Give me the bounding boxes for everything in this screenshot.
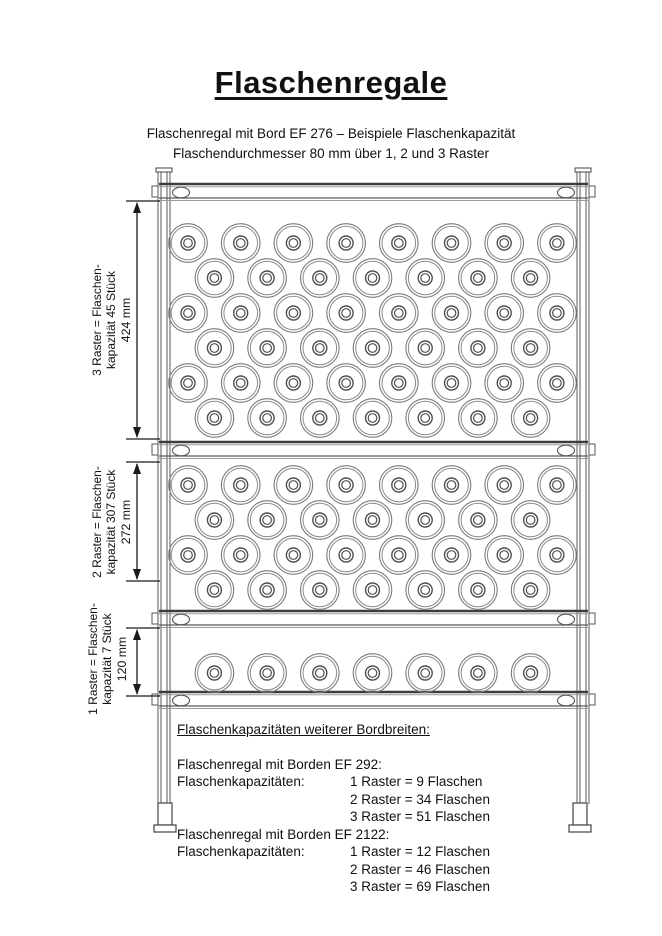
note-row — [177, 843, 607, 896]
section-2-dimension: 272 mm — [119, 499, 133, 545]
subtitle-line1: Flaschenregal mit Bord EF 276 – Beispiele Flaschenkapazität — [146, 126, 516, 141]
capacity-line: 3 Raster = 69 Flaschen — [350, 879, 490, 894]
section-2-raster-label — [90, 466, 133, 578]
note-block-title: Flaschenregal mit Borden EF 292: — [177, 756, 382, 772]
section-1-label-line2: kapazität 7 Stück — [100, 613, 114, 705]
note-row — [177, 773, 607, 826]
note-block-title: Flaschenregal mit Borden EF 2122: — [177, 826, 390, 842]
capacity-line: 2 Raster = 46 Flaschen — [350, 861, 490, 877]
section-2-label-line2: kapazität 307 Stück — [104, 469, 118, 575]
capacity-line: 1 Raster = 12 Flaschen — [350, 844, 490, 859]
capacity-list-ef2122 — [350, 843, 490, 896]
section-2-label-line1: 2 Raster = Flaschen- — [90, 466, 104, 578]
subtitle-line2: Flaschendurchmesser 80 mm über 1, 2 und 3 Raster — [173, 146, 489, 162]
note-label: Flaschenkapazitäten: — [177, 774, 305, 789]
section-3-label-line1: 3 Raster = Flaschen- — [90, 264, 104, 376]
section-3-dimension: 424 mm — [119, 297, 133, 343]
capacity-line: 3 Raster = 51 Flaschen — [350, 809, 490, 824]
note-block-ef2122 — [177, 826, 607, 896]
section-3-raster-label — [90, 264, 133, 376]
capacity-line: 2 Raster = 34 Flaschen — [350, 791, 490, 807]
note-label: Flaschenkapazitäten: — [177, 844, 305, 859]
section-1-raster-label — [86, 603, 129, 715]
note-block-ef292 — [177, 756, 607, 826]
page-title: Flaschenregale — [214, 64, 448, 100]
capacity-list-ef292 — [350, 773, 490, 826]
notes-heading: Flaschenkapazitäten weiterer Bordbreiten: — [177, 722, 430, 737]
section-1-dimension: 120 mm — [115, 636, 129, 682]
section-1-label-line1: 1 Raster = Flaschen- — [86, 603, 100, 715]
capacity-notes — [177, 721, 607, 896]
capacity-line: 1 Raster = 9 Flaschen — [350, 774, 483, 789]
section-3-label-line2: kapazität 45 Stück — [104, 270, 118, 370]
